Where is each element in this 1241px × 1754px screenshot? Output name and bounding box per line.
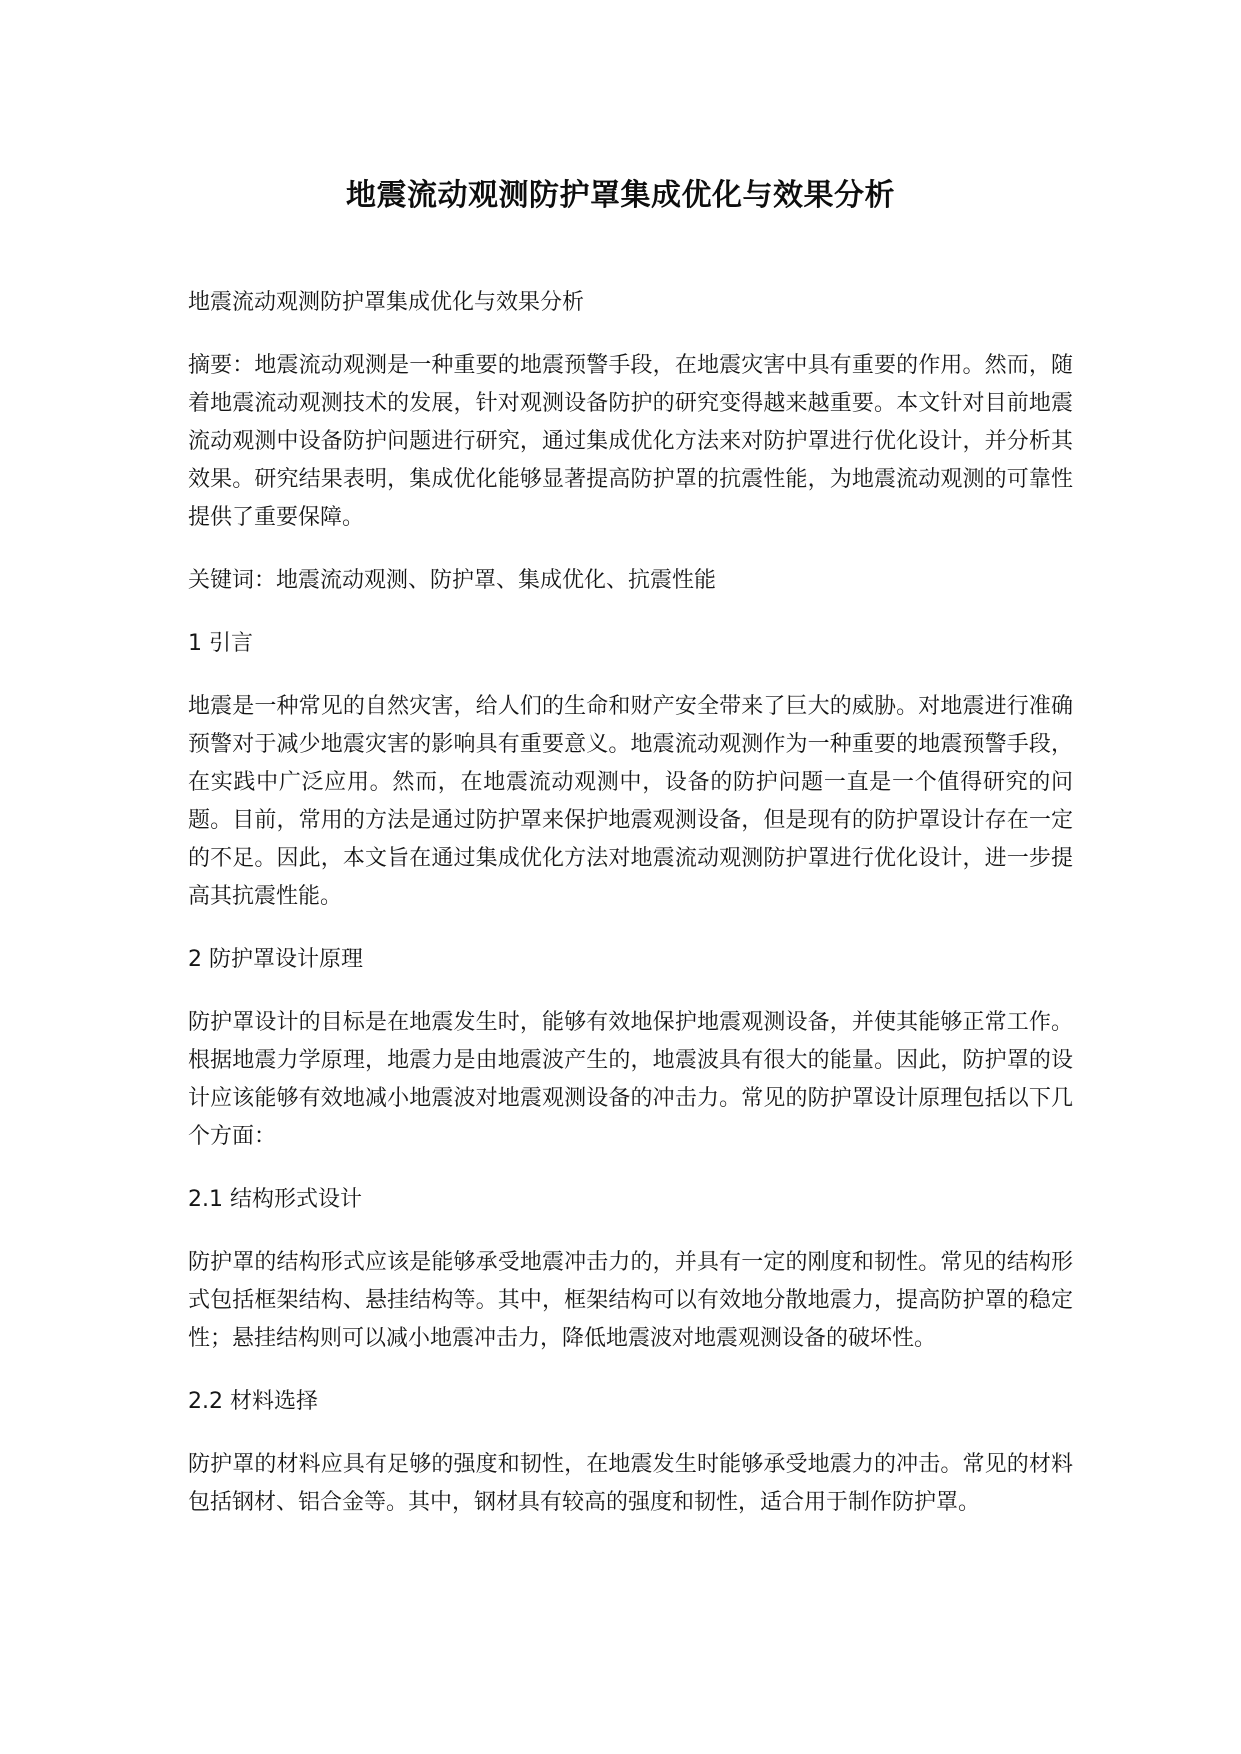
section-body-introduction: 地震是一种常见的自然灾害，给人们的生命和财产安全带来了巨大的威胁。对地震进行准确预警对于减少地震灾害的影响具有重要意义。地震流动观测作为一种重要的地震预警手段，在实践中广泛应用。然而，在地震流动观测中，设备的防护问题一直是一个值得研究的问题。目前，常用的方法是通过防护罩来保护地震观测设备，但是现有的防护罩设计存在一定的不足。因此，本文旨在通过集成优化方法对地震流动观测防护罩进行优化设计，进一步提高其抗震性能。	[188, 694, 1073, 909]
section-body-design-principle: 防护罩设计的目标是在地震发生时，能够有效地保护地震观测设备，并使其能够正常工作。根据地震力学原理，地震力是由地震波产生的，地震波具有很大的能量。因此，防护罩的设计应该能够有效地减小地震波对地震观测设备的冲击力。常见的防护罩设计原理包括以下几个方面：	[188, 1010, 1073, 1149]
section-body-structure-design: 防护罩的结构形式应该是能够承受地震冲击力的，并具有一定的刚度和韧性。常见的结构形式包括框架结构、悬挂结构等。其中，框架结构可以有效地分散地震力，提高防护罩的稳定性；悬挂结构则可以减小地震冲击力，降低地震波对地震观测设备的破坏性。	[188, 1250, 1073, 1351]
subtitle-line: 地震流动观测防护罩集成优化与效果分析	[188, 290, 585, 315]
section-heading-introduction: 1 引言	[188, 631, 253, 656]
section-heading-design-principle: 2 防护罩设计原理	[188, 947, 363, 972]
document-title: 地震流动观测防护罩集成优化与效果分析	[346, 178, 895, 213]
section-heading-material-selection: 2.2 材料选择	[188, 1389, 318, 1414]
section-body-material-selection: 防护罩的材料应具有足够的强度和韧性，在地震发生时能够承受地震力的冲击。常见的材料包括钢材、铝合金等。其中，钢材具有较高的强度和韧性，适合用于制作防护罩。	[188, 1452, 1073, 1515]
document-body	[188, 284, 1073, 1547]
abstract-paragraph: 摘要：地震流动观测是一种重要的地震预警手段，在地震灾害中具有重要的作用。然而，随着地震流动观测技术的发展，针对观测设备防护的研究变得越来越重要。本文针对目前地震流动观测中设备防护问题进行研究，通过集成优化方法来对防护罩进行优化设计，并分析其效果。研究结果表明，集成优化能够显著提高防护罩的抗震性能，为地震流动观测的可靠性提供了重要保障。	[188, 353, 1073, 530]
keywords-line: 关键词：地震流动观测、防护罩、集成优化、抗震性能	[188, 568, 717, 593]
section-heading-structure-design: 2.1 结构形式设计	[188, 1187, 362, 1212]
